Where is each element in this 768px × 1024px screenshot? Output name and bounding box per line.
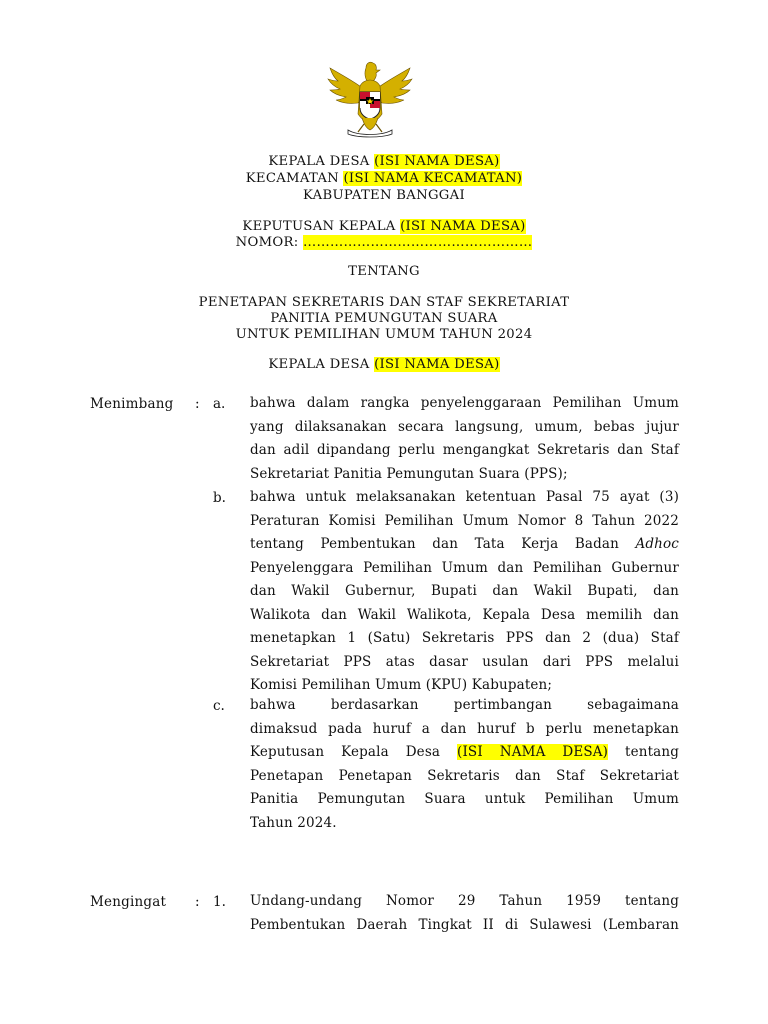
subject-line-1: PENETAPAN SEKRETARIS DAN STAF SEKRETARIAT (198, 295, 570, 310)
text-segment: tentang (608, 744, 679, 760)
text-line: Sekretariat PPS atas dasar usulan dari PPS melalui (250, 653, 679, 670)
text-line: dan Wakil Gubernur, Bupati dan Wakil Bupati, dan (250, 583, 679, 599)
mengingat-label: Mengingat (90, 894, 167, 910)
garuda-pancasila-emblem-icon (322, 58, 418, 138)
menimbang-item-b (250, 486, 679, 698)
text-line: Undang-undang Nomor 29 Tahun 1959 tentang (250, 893, 679, 909)
text-line: Panitia Pemungutan Suara untuk Pemilihan Umum (250, 791, 679, 807)
header-district-prefix: KECAMATAN (245, 171, 344, 186)
decree-title-prefix: KEPUTUSAN KEPALA (242, 219, 401, 234)
text-line: dan adil dipandang perlu mengangkat Sekretaris dan Staf (250, 442, 679, 458)
decree-number-prefix: NOMOR: (235, 235, 304, 250)
menimbang-marker-b: b. (213, 490, 226, 506)
mengingat-marker-1: 1. (213, 894, 226, 910)
header-line-village (0, 154, 768, 169)
text-line: Peraturan Komisi Pemilihan Umum Nomor 8 Tahun 2022 (250, 512, 679, 529)
decree-number-placeholder: …………………………………………… (303, 235, 533, 250)
about-heading: TENTANG (348, 264, 420, 279)
text-line: Walikota dan Wakil Walikota, Kepala Desa memilih dan (250, 606, 679, 623)
text-line: bahwa dalam rangka penyelenggaraan Pemilihan Umum (250, 395, 679, 411)
text-line: Penetapan Penetapan Sekretaris dan Staf Sekretariat (250, 767, 679, 784)
text-line-with-highlight (250, 741, 679, 765)
village-name-placeholder-inline: (ISI NAMA DESA) (457, 744, 609, 760)
menimbang-item-c (250, 694, 679, 835)
subject-line-2: PANITIA PEMUNGUTAN SUARA (270, 311, 498, 326)
menimbang-label: Menimbang (90, 396, 174, 412)
issuer-prefix: KEPALA DESA (268, 357, 375, 372)
issuer-village-placeholder: (ISI NAMA DESA) (374, 357, 500, 372)
village-name-placeholder: (ISI NAMA DESA) (374, 154, 500, 169)
text-line: Tahun 2024. (250, 814, 337, 831)
issuer-heading (0, 357, 768, 372)
text-line: Pembentukan Daerah Tingkat II di Sulawesi (Lembaran (250, 916, 679, 933)
italic-term-adhoc: Adhoc (635, 536, 679, 552)
subject-line-3: UNTUK PEMILIHAN UMUM TAHUN 2024 (235, 327, 533, 342)
decree-title (0, 219, 768, 234)
menimbang-colon: : (195, 396, 200, 412)
text-line: menetapkan 1 (Satu) Sekretaris PPS dan 2 (dua) Staf (250, 630, 679, 646)
text-line: bahwa untuk melaksanakan ketentuan Pasal 75 ayat (3) (250, 489, 679, 505)
header-line-regency: KABUPATEN BANGGAI (303, 188, 465, 203)
header-line-district (0, 171, 768, 186)
menimbang-item-a (250, 392, 679, 486)
menimbang-marker-a: a. (213, 396, 226, 412)
district-name-placeholder: (ISI NAMA KECAMATAN) (343, 171, 523, 186)
text-line: bahwa berdasarkan pertimbangan sebagaimana (250, 697, 679, 713)
mengingat-colon: : (195, 894, 200, 910)
text-line: Sekretariat Panitia Pemungutan Suara (PPS); (250, 465, 568, 482)
mengingat-item-1 (250, 890, 679, 937)
decree-number (0, 235, 768, 250)
decree-village-placeholder: (ISI NAMA DESA) (400, 219, 526, 234)
text-line-with-italic (250, 533, 679, 557)
text-line: Penyelenggara Pemilihan Umum dan Pemilihan Gubernur (250, 559, 679, 576)
text-line: Komisi Pemilihan Umum (KPU) Kabupaten; (250, 677, 553, 693)
menimbang-marker-c: c. (213, 698, 225, 714)
text-segment: tentang Pembentukan dan Tata Kerja Badan (250, 536, 636, 552)
header-village-prefix: KEPALA DESA (268, 154, 375, 169)
text-line: yang dilaksanakan secara langsung, umum, bebas jujur (250, 418, 679, 435)
text-line: dimaksud pada huruf a dan huruf b perlu menetapkan (250, 720, 679, 737)
text-segment: Keputusan Kepala Desa (250, 744, 458, 760)
